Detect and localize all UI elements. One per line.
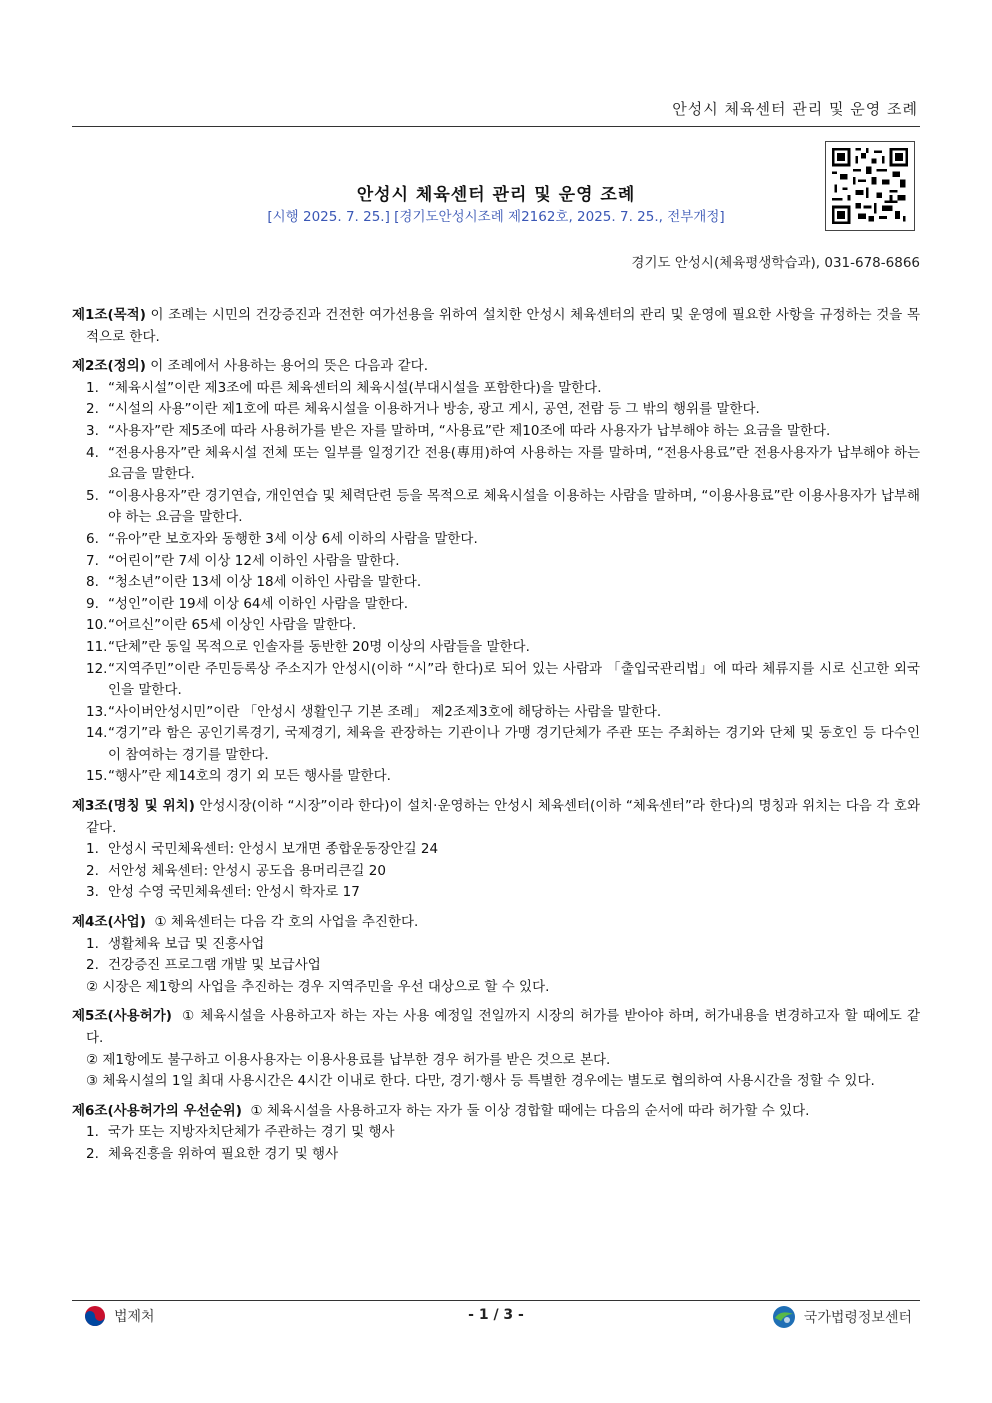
footer-divider (72, 1300, 920, 1301)
item-number: 3. (86, 884, 99, 901)
item-number: 7. (86, 552, 99, 569)
article (72, 305, 920, 348)
article-item (72, 955, 920, 977)
article-item (72, 839, 920, 861)
article-item (72, 551, 920, 573)
article-text: ① 체육시설을 사용하고자 하는 자는 사용 예정일 전일까지 시장의 허가를 받아야 하며, 허가내용을 변경하고자 할 때에도 같다. (86, 1008, 920, 1046)
item-text: 안성 수영 국민체육센터: 안성시 학자로 17 (108, 884, 360, 901)
article-item (72, 615, 920, 637)
item-number: 11. (86, 638, 108, 655)
item-number: 12. (86, 660, 108, 677)
item-number: 2. (86, 401, 99, 418)
article-item (72, 421, 920, 443)
article-label[interactable]: 제1조(목적) (72, 307, 146, 323)
article-item (72, 443, 920, 486)
item-text: “전용사용자”란 체육시설 전체 또는 일부를 일정기간 전용(專用)하여 사용하는 자를 말하며, “전용사용료”란 전용사용자가 납부해야 하는 요금을 말한다. (108, 444, 920, 483)
item-text: “단체”란 동일 목적으로 인솔자를 동반한 20명 이상의 사람들을 말한다. (108, 638, 530, 655)
article-label[interactable]: 제6조(사용허가의 우선순위) (72, 1102, 242, 1119)
item-number: 6. (86, 530, 99, 547)
department-contact: 경기도 안성시(체육평생학습과), 031-678-6866 (631, 255, 920, 271)
article (72, 912, 920, 998)
item-text: “유아”란 보호자와 동행한 3세 이상 6세 이하의 사람을 말한다. (108, 530, 478, 547)
item-text: “이용사용자”란 경기연습, 개인연습 및 체력단련 등을 목적으로 체육시설을 이용하는 사람을 말하며, “이용사용료”란 이용사용자가 납부해야 하는 요금을 말한다. (108, 487, 920, 526)
article-text: ① 체육시설을 사용하고자 하는 자가 둘 이상 경합할 때에는 다음의 순서에 따라 허가할 수 있다. (241, 1102, 810, 1119)
item-text: “시설의 사용”이란 제1호에 따른 체육시설을 이용하거나 방송, 광고 게시, 공연, 전람 등 그 밖의 행위를 말한다. (108, 401, 760, 418)
item-number: 14. (86, 725, 108, 742)
item-number: 2. (86, 1145, 99, 1162)
running-header: 안성시 체육센터 관리 및 운영 조례 (672, 100, 918, 118)
document-title: 안성시 체육센터 관리 및 운영 조례 (356, 185, 636, 205)
item-number: 3. (86, 422, 99, 439)
article-item (72, 637, 920, 659)
article-paragraph: ③ 체육시설의 1일 최대 사용시간은 4시간 이내로 한다. 다만, 경기·행사 등 특별한 경우에는 별도로 협의하여 사용시간을 정할 수 있다. (86, 1073, 875, 1090)
article-heading (72, 796, 925, 839)
article-heading (72, 1101, 920, 1123)
article-heading (72, 912, 920, 934)
item-number: 5. (86, 487, 99, 504)
article-label[interactable]: 제4조(사업) (72, 914, 146, 931)
item-text: 생활체육 보급 및 진흥사업 (108, 935, 265, 952)
item-number: 4. (86, 444, 99, 461)
article-item (72, 702, 920, 724)
item-text: “어르신”이란 65세 이상인 사람을 말한다. (108, 617, 357, 634)
item-number: 1. (86, 1124, 99, 1141)
enforcement-info[interactable]: [시행 2025. 7. 25.] [경기도안성시조례 제2162호, 2025. 7. 25., 전부개정] (267, 209, 725, 225)
item-text: 국가 또는 지방자치단체가 주관하는 경기 및 행사 (108, 1124, 395, 1141)
footer-law-center (772, 1305, 912, 1329)
article-item (72, 378, 920, 400)
article-label[interactable]: 제5조(사용허가) (72, 1008, 172, 1025)
article (72, 1006, 920, 1092)
article-item (72, 882, 920, 904)
article-item (72, 594, 920, 616)
article-heading (72, 356, 920, 378)
article-item (72, 529, 920, 551)
item-number: 1. (86, 841, 99, 858)
article-item (72, 766, 920, 788)
item-text: “사이버안성시민”이란 「안성시 생활인구 기본 조례」 제2조제3호에 해당하는 사람을 말한다. (108, 703, 662, 720)
footer-left-label: 법제처 (114, 1309, 155, 1325)
item-text: “사용자”란 제5조에 따라 사용허가를 받은 자를 말하며, “사용료”란 제10조에 따라 사용자가 납부해야 하는 요금을 말한다. (108, 422, 831, 439)
article-label[interactable]: 제3조(명칭 및 위치) (72, 798, 195, 815)
item-number: 10. (86, 617, 108, 634)
item-text: “행사”란 제14호의 경기 외 모든 행사를 말한다. (108, 768, 391, 785)
article-item (72, 659, 920, 702)
article-heading (72, 305, 920, 348)
article-item (72, 723, 920, 766)
article-label[interactable]: 제2조(정의) (72, 358, 146, 375)
article (72, 1101, 920, 1166)
article-item (72, 934, 920, 956)
item-text: “성인”이란 19세 이상 64세 이하인 사람을 말한다. (108, 595, 409, 612)
article-item (72, 486, 920, 529)
article-text: 안성시장(이하 “시장”이라 한다)이 설치·운영하는 안성시 체육센터(이하 “체육센터”라 한다)의 명칭과 위치는 다음 각 호와 같다. (86, 798, 925, 836)
item-number: 8. (86, 574, 99, 591)
article-text: 이 조례에서 사용하는 용어의 뜻은 다음과 같다. (145, 358, 429, 375)
item-text: “경기”라 함은 공인기록경기, 국제경기, 체육을 관장하는 기관이나 가맹 경기단체가 주관 또는 주최하는 경기와 단체 및 동호인 등 다수인이 참여하는 경기를 말한다. (108, 725, 920, 763)
footer-right-label: 국가법령정보센터 (803, 1310, 912, 1326)
article (72, 796, 925, 904)
article-paragraph: ② 제1항에도 불구하고 이용사용자는 이용사용료를 납부한 경우 허가를 받은 것으로 본다. (86, 1051, 611, 1068)
article-paragraph: ② 시장은 제1항의 사업을 추진하는 경우 지역주민을 우선 대상으로 할 수 있다. (86, 978, 550, 995)
article-item (72, 861, 920, 883)
item-text: 안성시 국민체육센터: 안성시 보개면 종합운동장안길 24 (108, 841, 439, 858)
item-text: “지역주민”이란 주민등록상 주소지가 안성시(이하 “시”라 한다)로 되어 있는 사람과 「출입국관리법」에 따라 체류지를 시로 신고한 외국인을 말한다. (108, 660, 920, 699)
article-item (72, 572, 920, 594)
item-number: 9. (86, 595, 99, 612)
item-number: 1. (86, 935, 99, 952)
article-heading (72, 1006, 920, 1049)
article-text: ① 체육센터는 다음 각 호의 사업을 추진한다. (145, 914, 419, 931)
law-center-logo-icon (772, 1305, 796, 1329)
article-item (72, 399, 920, 421)
article (72, 356, 920, 788)
item-number: 15. (86, 768, 108, 785)
article-item (72, 1122, 920, 1144)
item-number: 2. (86, 862, 99, 879)
item-text: “청소년”이란 13세 이상 18세 이하인 사람을 말한다. (108, 574, 422, 591)
item-text: 서안성 체육센터: 안성시 공도읍 용머리큰길 20 (108, 862, 386, 879)
item-number: 13. (86, 703, 108, 720)
item-number: 2. (86, 957, 99, 974)
page-number: - 1 / 3 - (468, 1307, 524, 1323)
item-text: “어린이”란 7세 이상 12세 이하인 사람을 말한다. (108, 552, 400, 569)
header-divider (72, 126, 920, 127)
item-text: 건강증진 프로그램 개발 및 보급사업 (108, 957, 321, 974)
ordinance-body (72, 305, 925, 1174)
item-number: 1. (86, 379, 99, 396)
item-text: “체육시설”이란 제3조에 따른 체육센터의 체육시설(부대시설을 포함한다)을 말한다. (108, 379, 602, 396)
item-text: 체육진흥을 위하여 필요한 경기 및 행사 (108, 1145, 339, 1162)
article-text: 이 조례는 시민의 건강증진과 건전한 여가선용을 위하여 설치한 안성시 체육센터의 관리 및 운영에 필요한 사항을 규정하는 것을 목적으로 한다. (86, 307, 920, 345)
article-item (72, 1144, 920, 1166)
